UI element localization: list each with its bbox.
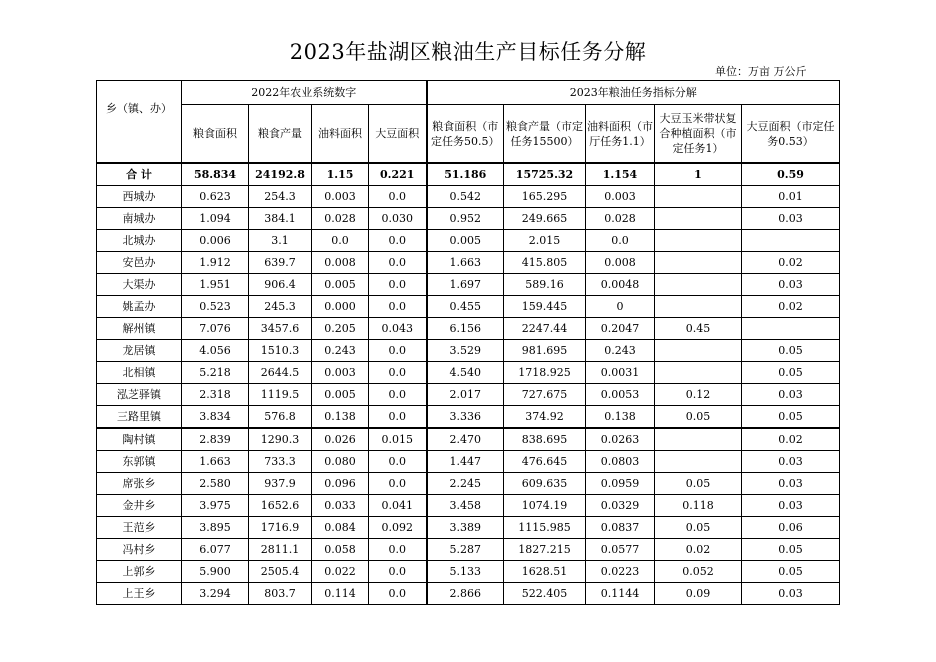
column-header: 粮食产量 bbox=[249, 105, 312, 164]
table-cell: 576.8 bbox=[249, 406, 312, 429]
table-cell: 0.05 bbox=[742, 340, 840, 362]
table-cell: 1.094 bbox=[182, 208, 249, 230]
table-cell: 1.447 bbox=[427, 451, 504, 473]
table-cell: 0.030 bbox=[369, 208, 427, 230]
table-cell: 0.05 bbox=[655, 473, 742, 495]
table-cell: 2.470 bbox=[427, 428, 504, 451]
table-cell: 0.0959 bbox=[586, 473, 655, 495]
table-cell bbox=[655, 230, 742, 252]
row-label: 大渠办 bbox=[97, 274, 182, 296]
table-cell: 0.45 bbox=[655, 318, 742, 340]
table-cell: 1.697 bbox=[427, 274, 504, 296]
table-cell: 5.900 bbox=[182, 561, 249, 583]
table-cell: 0.0053 bbox=[586, 384, 655, 406]
table-cell: 0 bbox=[586, 296, 655, 318]
table-cell: 0.114 bbox=[312, 583, 369, 605]
table-cell: 0.0 bbox=[369, 230, 427, 252]
table-cell: 0.026 bbox=[312, 428, 369, 451]
table-cell: 0.02 bbox=[742, 296, 840, 318]
table-cell: 639.7 bbox=[249, 252, 312, 274]
table-cell: 0.0223 bbox=[586, 561, 655, 583]
table-cell: 0.003 bbox=[312, 362, 369, 384]
table-cell: 0.0263 bbox=[586, 428, 655, 451]
table-cell bbox=[655, 428, 742, 451]
table-row bbox=[97, 473, 840, 495]
table-cell: 5.287 bbox=[427, 539, 504, 561]
row-label: 安邑办 bbox=[97, 252, 182, 274]
table-cell: 0.0031 bbox=[586, 362, 655, 384]
table-cell: 2.580 bbox=[182, 473, 249, 495]
table-cell: 0.03 bbox=[742, 583, 840, 605]
table-cell: 0.015 bbox=[369, 428, 427, 451]
table-cell: 0.01 bbox=[742, 186, 840, 208]
table-cell: 0.05 bbox=[655, 517, 742, 539]
table-cell: 0.0 bbox=[369, 252, 427, 274]
table-cell: 2.839 bbox=[182, 428, 249, 451]
table-row bbox=[97, 208, 840, 230]
table-cell: 0.02 bbox=[655, 539, 742, 561]
table-cell: 1716.9 bbox=[249, 517, 312, 539]
unit-label: 单位：万亩 万公斤 bbox=[715, 65, 807, 78]
column-header: 油料面积 bbox=[312, 105, 369, 164]
table-cell: 6.156 bbox=[427, 318, 504, 340]
table-row bbox=[97, 451, 840, 473]
table-cell bbox=[655, 451, 742, 473]
table-cell: 0.03 bbox=[742, 473, 840, 495]
table-row bbox=[97, 495, 840, 517]
table-cell: 0.02 bbox=[742, 428, 840, 451]
column-header: 大豆玉米带状复合种植面积（市定任务1） bbox=[655, 105, 742, 164]
table-cell bbox=[742, 230, 840, 252]
table-cell: 3.834 bbox=[182, 406, 249, 429]
table-cell: 0.243 bbox=[312, 340, 369, 362]
table-cell: 0.09 bbox=[655, 583, 742, 605]
table-cell: 0.033 bbox=[312, 495, 369, 517]
table-row bbox=[97, 186, 840, 208]
table-cell: 0.008 bbox=[586, 252, 655, 274]
table-cell: 58.834 bbox=[182, 163, 249, 186]
grain-oil-task-table bbox=[96, 80, 840, 605]
total-row bbox=[97, 163, 840, 186]
table-cell: 3.975 bbox=[182, 495, 249, 517]
table-cell: 0.022 bbox=[312, 561, 369, 583]
table-cell: 2.318 bbox=[182, 384, 249, 406]
table-cell: 3.336 bbox=[427, 406, 504, 429]
table-cell: 5.133 bbox=[427, 561, 504, 583]
table-cell: 3457.6 bbox=[249, 318, 312, 340]
table-cell bbox=[655, 362, 742, 384]
table-cell: 165.295 bbox=[504, 186, 586, 208]
table-cell: 0.03 bbox=[742, 274, 840, 296]
table-cell: 1.663 bbox=[182, 451, 249, 473]
table-cell bbox=[655, 274, 742, 296]
table-row bbox=[97, 362, 840, 384]
table-cell bbox=[655, 186, 742, 208]
document-title: 2023年盐湖区粮油生产目标任务分解 bbox=[289, 40, 647, 64]
table-cell: 0.05 bbox=[742, 406, 840, 429]
table-row bbox=[97, 428, 840, 451]
table-cell: 1115.985 bbox=[504, 517, 586, 539]
table-cell: 1.154 bbox=[586, 163, 655, 186]
table-cell: 803.7 bbox=[249, 583, 312, 605]
row-label: 泓芝驿镇 bbox=[97, 384, 182, 406]
table-cell: 4.540 bbox=[427, 362, 504, 384]
table-cell: 2.866 bbox=[427, 583, 504, 605]
table-cell: 2.015 bbox=[504, 230, 586, 252]
table-cell: 0.058 bbox=[312, 539, 369, 561]
table-cell: 0.12 bbox=[655, 384, 742, 406]
table-cell: 0.0 bbox=[369, 296, 427, 318]
table-row bbox=[97, 230, 840, 252]
table-cell: 1.663 bbox=[427, 252, 504, 274]
header-row-columns bbox=[97, 105, 840, 164]
table-cell: 245.3 bbox=[249, 296, 312, 318]
row-label: 上郭乡 bbox=[97, 561, 182, 583]
table-cell: 0.03 bbox=[742, 495, 840, 517]
table-row bbox=[97, 517, 840, 539]
table-cell: 7.076 bbox=[182, 318, 249, 340]
table-cell: 1628.51 bbox=[504, 561, 586, 583]
table-cell: 0.096 bbox=[312, 473, 369, 495]
table-cell: 2.245 bbox=[427, 473, 504, 495]
table-row bbox=[97, 539, 840, 561]
column-header: 油料面积（市厅任务1.1） bbox=[586, 105, 655, 164]
table-cell: 0.243 bbox=[586, 340, 655, 362]
table-cell: 0.041 bbox=[369, 495, 427, 517]
table-cell: 609.635 bbox=[504, 473, 586, 495]
table-cell: 0.0803 bbox=[586, 451, 655, 473]
table-cell: 3.529 bbox=[427, 340, 504, 362]
row-label: 北城办 bbox=[97, 230, 182, 252]
table-row bbox=[97, 252, 840, 274]
row-label: 姚孟办 bbox=[97, 296, 182, 318]
table-cell: 0.0 bbox=[369, 274, 427, 296]
table-row bbox=[97, 296, 840, 318]
table-cell bbox=[655, 296, 742, 318]
table-cell: 0.623 bbox=[182, 186, 249, 208]
row-label: 冯村乡 bbox=[97, 539, 182, 561]
table-cell: 0.0329 bbox=[586, 495, 655, 517]
table-cell: 0.0837 bbox=[586, 517, 655, 539]
table-cell: 1290.3 bbox=[249, 428, 312, 451]
table-cell: 733.3 bbox=[249, 451, 312, 473]
table-cell: 0.05 bbox=[742, 561, 840, 583]
table-cell: 3.389 bbox=[427, 517, 504, 539]
column-header: 粮食面积（市定任务50.5） bbox=[427, 105, 504, 164]
row-label: 席张乡 bbox=[97, 473, 182, 495]
table-cell: 0.005 bbox=[427, 230, 504, 252]
table-cell: 0.138 bbox=[312, 406, 369, 429]
table-cell: 1.912 bbox=[182, 252, 249, 274]
row-label: 王范乡 bbox=[97, 517, 182, 539]
table-cell: 0.080 bbox=[312, 451, 369, 473]
table-cell: 3.895 bbox=[182, 517, 249, 539]
table-cell: 0.523 bbox=[182, 296, 249, 318]
table-cell: 522.405 bbox=[504, 583, 586, 605]
table-cell: 906.4 bbox=[249, 274, 312, 296]
table-cell: 0.03 bbox=[742, 384, 840, 406]
column-header: 粮食面积 bbox=[182, 105, 249, 164]
table-cell: 0.05 bbox=[742, 362, 840, 384]
table-cell: 0.05 bbox=[655, 406, 742, 429]
table-cell: 0.0 bbox=[369, 186, 427, 208]
table-cell: 0.06 bbox=[742, 517, 840, 539]
table-cell: 3.458 bbox=[427, 495, 504, 517]
table-cell: 0.084 bbox=[312, 517, 369, 539]
table-cell: 1827.215 bbox=[504, 539, 586, 561]
table-cell: 0.005 bbox=[312, 384, 369, 406]
table-row bbox=[97, 274, 840, 296]
table-cell: 0.2047 bbox=[586, 318, 655, 340]
table-cell: 0.05 bbox=[742, 539, 840, 561]
table-cell: 2.017 bbox=[427, 384, 504, 406]
table-row bbox=[97, 561, 840, 583]
table-cell: 838.695 bbox=[504, 428, 586, 451]
table-cell: 0.59 bbox=[742, 163, 840, 186]
table-cell: 415.805 bbox=[504, 252, 586, 274]
table-cell: 3.1 bbox=[249, 230, 312, 252]
column-header: 大豆面积（市定任务0.53） bbox=[742, 105, 840, 164]
table-cell: 1 bbox=[655, 163, 742, 186]
table-cell: 0.0 bbox=[369, 362, 427, 384]
row-label: 东郭镇 bbox=[97, 451, 182, 473]
table-cell: 2505.4 bbox=[249, 561, 312, 583]
table-cell: 0.028 bbox=[586, 208, 655, 230]
table-cell: 51.186 bbox=[427, 163, 504, 186]
table-cell: 589.16 bbox=[504, 274, 586, 296]
table-cell: 1510.3 bbox=[249, 340, 312, 362]
table-cell bbox=[655, 340, 742, 362]
table-cell: 15725.32 bbox=[504, 163, 586, 186]
table-cell bbox=[655, 252, 742, 274]
table-cell: 1074.19 bbox=[504, 495, 586, 517]
table-cell: 0.0 bbox=[586, 230, 655, 252]
table-cell: 1.951 bbox=[182, 274, 249, 296]
table-cell: 0.006 bbox=[182, 230, 249, 252]
column-header: 粮食产量（市定任务15500） bbox=[504, 105, 586, 164]
table-row bbox=[97, 340, 840, 362]
table-cell: 6.077 bbox=[182, 539, 249, 561]
table-cell: 476.645 bbox=[504, 451, 586, 473]
table-cell: 374.92 bbox=[504, 406, 586, 429]
group-2023-header: 2023年粮油任务指标分解 bbox=[427, 81, 840, 105]
table-cell: 254.3 bbox=[249, 186, 312, 208]
table-cell: 0.003 bbox=[586, 186, 655, 208]
row-label: 南城办 bbox=[97, 208, 182, 230]
table-cell: 1652.6 bbox=[249, 495, 312, 517]
table-cell: 0.028 bbox=[312, 208, 369, 230]
table-cell: 1.15 bbox=[312, 163, 369, 186]
table-cell: 0.138 bbox=[586, 406, 655, 429]
row-label: 北相镇 bbox=[97, 362, 182, 384]
table-cell: 1119.5 bbox=[249, 384, 312, 406]
row-label: 陶村镇 bbox=[97, 428, 182, 451]
header-row-groups bbox=[97, 81, 840, 105]
table-cell: 0.0048 bbox=[586, 274, 655, 296]
table-cell: 0.000 bbox=[312, 296, 369, 318]
table-cell: 727.675 bbox=[504, 384, 586, 406]
row-label: 金井乡 bbox=[97, 495, 182, 517]
column-header: 大豆面积 bbox=[369, 105, 427, 164]
table-cell: 0.952 bbox=[427, 208, 504, 230]
table-cell bbox=[655, 208, 742, 230]
table-cell: 0.0 bbox=[312, 230, 369, 252]
table-cell bbox=[742, 318, 840, 340]
table-cell: 0.0577 bbox=[586, 539, 655, 561]
table-cell: 0.052 bbox=[655, 561, 742, 583]
table-cell: 0.02 bbox=[742, 252, 840, 274]
row-label: 龙居镇 bbox=[97, 340, 182, 362]
row-label: 三路里镇 bbox=[97, 406, 182, 429]
table-cell: 2247.44 bbox=[504, 318, 586, 340]
table-cell: 0.03 bbox=[742, 208, 840, 230]
table-row bbox=[97, 406, 840, 429]
table-cell: 159.445 bbox=[504, 296, 586, 318]
table-cell: 937.9 bbox=[249, 473, 312, 495]
row-header-label: 乡（镇、办） bbox=[106, 102, 172, 115]
table-cell: 3.294 bbox=[182, 583, 249, 605]
table-row bbox=[97, 318, 840, 340]
table-cell: 981.695 bbox=[504, 340, 586, 362]
table-cell: 4.056 bbox=[182, 340, 249, 362]
table-cell: 0.0 bbox=[369, 406, 427, 429]
row-label: 西城办 bbox=[97, 186, 182, 208]
table-cell: 0.0 bbox=[369, 451, 427, 473]
table-cell: 5.218 bbox=[182, 362, 249, 384]
table-cell: 0.118 bbox=[655, 495, 742, 517]
table-cell: 0.03 bbox=[742, 451, 840, 473]
table-cell: 0.003 bbox=[312, 186, 369, 208]
row-label: 上王乡 bbox=[97, 583, 182, 605]
table-row bbox=[97, 583, 840, 605]
table-cell: 0.221 bbox=[369, 163, 427, 186]
table-cell: 0.0 bbox=[369, 340, 427, 362]
table-cell: 249.665 bbox=[504, 208, 586, 230]
table-cell: 0.092 bbox=[369, 517, 427, 539]
row-label: 合 计 bbox=[97, 163, 182, 186]
table-cell: 0.0 bbox=[369, 561, 427, 583]
table-cell: 0.205 bbox=[312, 318, 369, 340]
table-cell: 1718.925 bbox=[504, 362, 586, 384]
table-cell: 384.1 bbox=[249, 208, 312, 230]
group-2022-header: 2022年农业系统数字 bbox=[182, 81, 427, 105]
table-cell: 0.455 bbox=[427, 296, 504, 318]
table-cell: 0.1144 bbox=[586, 583, 655, 605]
row-label: 解州镇 bbox=[97, 318, 182, 340]
table-cell: 0.0 bbox=[369, 539, 427, 561]
table-cell: 2644.5 bbox=[249, 362, 312, 384]
table-cell: 24192.8 bbox=[249, 163, 312, 186]
table-cell: 0.043 bbox=[369, 318, 427, 340]
row-header-cell bbox=[97, 81, 182, 164]
table-cell: 0.008 bbox=[312, 252, 369, 274]
table-cell: 0.542 bbox=[427, 186, 504, 208]
table-cell: 0.0 bbox=[369, 473, 427, 495]
table-cell: 0.0 bbox=[369, 384, 427, 406]
table-cell: 2811.1 bbox=[249, 539, 312, 561]
table-row bbox=[97, 384, 840, 406]
table-cell: 0.0 bbox=[369, 583, 427, 605]
table-cell: 0.005 bbox=[312, 274, 369, 296]
